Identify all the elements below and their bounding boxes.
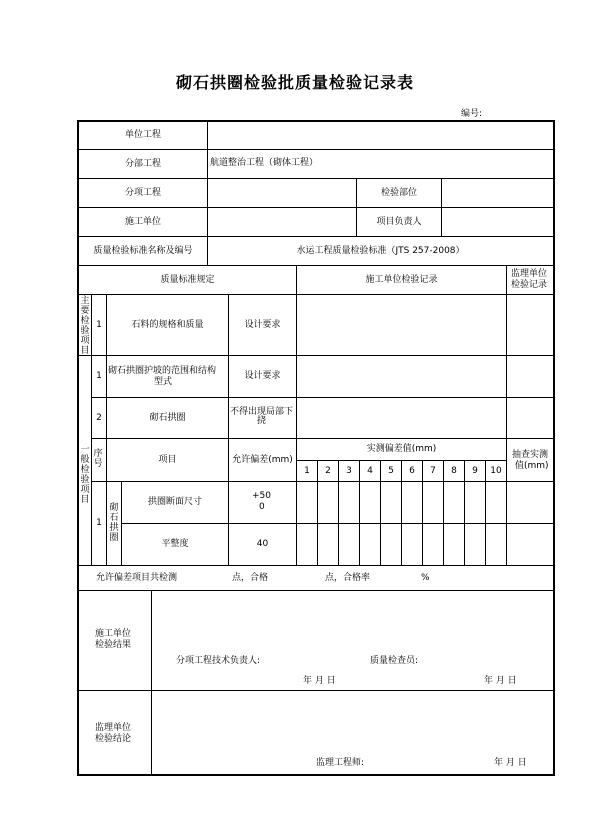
supervision-date: 年 月 日 <box>494 758 527 768</box>
point-number-6: 6 <box>409 465 415 476</box>
section-size-tolerance-upper: +50 <box>252 491 271 501</box>
border-bottom <box>77 774 555 776</box>
summary-points-pass: 点，合格 <box>232 573 269 583</box>
summary-percent: % <box>421 573 430 583</box>
general-item-1-name-line1: 砌石拱圈护坡的范围和结构 <box>108 366 217 376</box>
point-number-4: 4 <box>367 465 373 476</box>
quality-inspector-label: 质量检查员: <box>370 656 419 666</box>
standard-label: 质量检验标准名称及编号 <box>93 245 193 256</box>
project-leader-label: 项目负责人 <box>376 216 422 227</box>
construction-unit-label: 施工单位 <box>124 216 161 227</box>
flatness-tolerance: 40 <box>256 539 269 549</box>
seq-label: 序号 <box>93 449 103 469</box>
general-item-2-name: 砌石拱圈 <box>149 412 186 423</box>
general-item-1-number: 1 <box>96 371 102 381</box>
point-number-3: 3 <box>346 465 352 476</box>
point-number-10: 10 <box>490 465 502 476</box>
general-item-2-requirement-line2: 挠 <box>257 416 267 426</box>
summary-points-rate: 点，合格率 <box>325 573 371 583</box>
rule <box>151 590 152 776</box>
subitem-project-label: 分项工程 <box>124 187 161 198</box>
measured-label: 实测偏差值(mm) <box>366 444 437 454</box>
main-item-1-name: 石料的规格和质量 <box>131 319 204 330</box>
division-project-label: 分部工程 <box>124 158 161 169</box>
standard-value: 水运工程质量检验标准（JTS 257-2008） <box>296 245 465 256</box>
sub-group-label: 砌石拱圈 <box>109 503 119 543</box>
sample-label-line1: 抽查实测 <box>512 450 549 460</box>
point-number-2: 2 <box>325 465 331 476</box>
construction-date-right: 年 月 日 <box>484 676 517 686</box>
rule <box>441 178 442 236</box>
tech-leader-label: 分项工程技术负责人: <box>176 656 261 666</box>
point-number-8: 8 <box>451 465 457 476</box>
construction-result-label-2: 检验结果 <box>95 640 132 650</box>
point-number-9: 9 <box>472 465 478 476</box>
main-item-1-number: 1 <box>96 319 102 330</box>
construction-result-label-1: 施工单位 <box>95 629 132 639</box>
quality-spec-header: 质量标准规定 <box>160 274 215 285</box>
supervision-result-label-2: 检验结论 <box>95 734 132 744</box>
division-project-value: 航道整治工程（砌体工程） <box>210 158 319 168</box>
inspection-part-label: 检验部位 <box>380 187 417 198</box>
supervision-engineer-label: 监理工程师: <box>316 758 365 768</box>
supervision-result-label-1: 监理单位 <box>95 723 132 733</box>
construction-record-header: 施工单位检验记录 <box>365 274 438 285</box>
rule <box>77 690 555 691</box>
point-number-1: 1 <box>304 465 310 476</box>
general-item-1-requirement: 设计要求 <box>244 371 281 381</box>
general-item-1-name-line2: 型式 <box>154 377 173 387</box>
unit-project-label: 单位工程 <box>124 130 161 140</box>
border-right <box>553 120 555 776</box>
point-number-5: 5 <box>388 465 394 476</box>
general-items-group-label: 一般检验项目 <box>80 445 90 505</box>
supervision-record-header-1: 监理单位 <box>511 269 548 279</box>
sample-label-line2: 值(mm) <box>515 461 549 471</box>
sub-item-number: 1 <box>96 518 102 528</box>
rule <box>207 120 208 236</box>
rule <box>77 590 555 591</box>
point-number-7: 7 <box>430 465 436 476</box>
flatness-name: 平整度 <box>161 539 189 549</box>
page-title: 砌石拱圈检验批质量检验记录表 <box>175 73 414 92</box>
section-size-tolerance-lower: 0 <box>259 502 265 512</box>
main-items-group-label: 主要检验项目 <box>80 296 90 356</box>
rule <box>506 265 507 565</box>
rule <box>77 565 555 566</box>
supervision-record-header-2: 检验记录 <box>511 280 548 290</box>
rule <box>296 265 297 565</box>
main-item-1-requirement: 设计要求 <box>244 319 281 330</box>
item-label: 项目 <box>158 454 177 465</box>
section-size-name: 拱圈断面尺寸 <box>147 497 202 507</box>
general-item-2-requirement-line1: 不得出现局部下 <box>230 407 294 417</box>
construction-date-left: 年 月 日 <box>303 676 336 686</box>
summary-prefix: 允许偏差项目共检测 <box>96 573 178 583</box>
rule <box>77 355 555 356</box>
general-item-2-number: 2 <box>96 412 102 423</box>
serial-number-label: 编号: <box>461 109 483 119</box>
tolerance-label: 允许偏差(mm) <box>232 454 293 465</box>
